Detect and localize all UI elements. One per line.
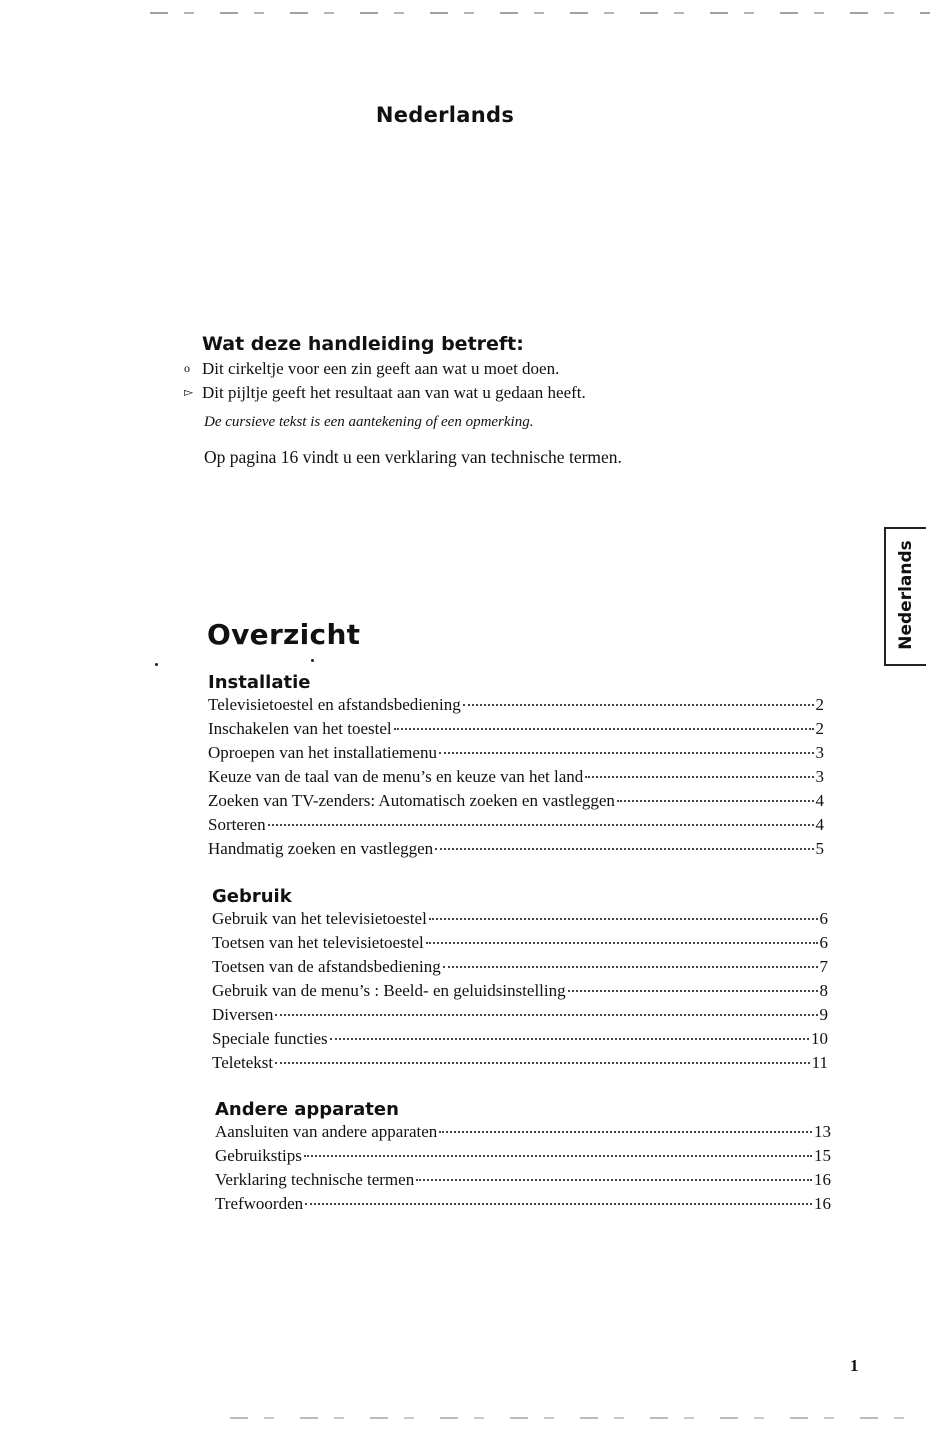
about-title: Wat deze handleiding betreft: xyxy=(202,333,524,355)
entry-text: Gebruik van het televisietoestel xyxy=(212,909,427,928)
entry-text: Verklaring technische termen xyxy=(215,1170,415,1189)
toc-title: Overzicht xyxy=(207,618,361,651)
entry-page: 16 xyxy=(814,1170,831,1189)
entry-text: Speciale functies xyxy=(212,1029,328,1048)
toc-entry[interactable] xyxy=(208,719,824,743)
toc-entry[interactable] xyxy=(215,1122,831,1146)
toc-entry[interactable] xyxy=(212,1029,828,1053)
entry-page: 7 xyxy=(819,957,828,976)
entry-page: 16 xyxy=(814,1194,831,1213)
toc-entry[interactable] xyxy=(208,695,824,719)
dot-leader xyxy=(617,800,814,802)
toc-entry[interactable] xyxy=(212,957,828,981)
scan-dot xyxy=(155,663,158,666)
toc-entry[interactable] xyxy=(208,839,824,863)
entry-text: Gebruik van de menu’s : Beeld- en geluidsinstelling xyxy=(212,981,566,1000)
dot-leader xyxy=(305,1203,812,1205)
entry-text: Keuze van de taal van de menu’s en keuze van het land xyxy=(208,767,584,786)
toc-section-installatie xyxy=(208,672,824,863)
dot-leader xyxy=(435,848,813,850)
dot-leader xyxy=(443,966,818,968)
entry-page: 13 xyxy=(814,1122,831,1141)
dot-leader xyxy=(429,918,818,920)
entry-page: 6 xyxy=(819,909,828,928)
entry-text: Handmatig zoeken en vastleggen xyxy=(208,839,434,858)
dot-leader xyxy=(585,776,813,778)
entry-page: 10 xyxy=(811,1029,828,1048)
page-reference: Op pagina 16 vindt u een verklaring van technische termen. xyxy=(204,447,622,467)
entry-page: 2 xyxy=(815,695,824,714)
toc-entry[interactable] xyxy=(208,767,824,791)
entry-text: Aansluiten van andere apparaten xyxy=(215,1122,438,1141)
entry-page: 4 xyxy=(815,791,824,810)
toc-entry[interactable] xyxy=(215,1146,831,1170)
entry-text: Toetsen van de afstandsbediening xyxy=(212,957,441,976)
scan-artifact-bottom xyxy=(230,1417,920,1419)
arrow-icon: ▻ xyxy=(184,385,194,399)
dot-leader xyxy=(394,728,814,730)
toc-entry[interactable] xyxy=(215,1170,831,1194)
about-line-text: Dit pijltje geeft het resultaat aan van wat u gedaan heeft. xyxy=(202,383,586,402)
toc-entry[interactable] xyxy=(208,815,824,839)
dot-leader xyxy=(463,704,814,706)
entry-text: Gebruikstips xyxy=(215,1146,302,1165)
section-heading: Gebruik xyxy=(212,886,292,907)
dot-leader xyxy=(330,1038,809,1040)
entry-page: 3 xyxy=(815,767,824,786)
entry-page: 4 xyxy=(815,815,824,834)
page-number: 1 xyxy=(850,1356,859,1375)
dot-leader xyxy=(304,1155,812,1157)
entry-page: 8 xyxy=(819,981,828,1000)
entry-page: 15 xyxy=(814,1146,831,1165)
entry-text: Trefwoorden xyxy=(215,1194,304,1213)
about-line-text: Dit cirkeltje voor een zin geeft aan wat u moet doen. xyxy=(202,359,560,378)
entry-text: Diversen xyxy=(212,1005,274,1024)
entry-text: Televisietoestel en afstandsbediening xyxy=(208,695,461,714)
about-line-arrow xyxy=(184,383,586,403)
entry-page: 3 xyxy=(815,743,824,762)
entry-page: 11 xyxy=(811,1053,828,1072)
toc-entry[interactable] xyxy=(208,743,824,767)
dot-leader xyxy=(568,990,818,992)
circle-icon: o xyxy=(184,361,190,375)
toc-entry[interactable] xyxy=(212,933,828,957)
about-line-circle xyxy=(184,359,559,379)
entry-text: Oproepen van het installatiemenu xyxy=(208,743,437,762)
toc-section-andere-apparaten xyxy=(215,1099,831,1218)
toc-section-gebruik xyxy=(212,886,828,1077)
toc-entry[interactable] xyxy=(208,791,824,815)
dot-leader xyxy=(426,942,818,944)
language-heading: Nederlands xyxy=(375,103,515,127)
entry-text: Inschakelen van het toestel xyxy=(208,719,392,738)
toc-entry[interactable] xyxy=(215,1194,831,1218)
dot-leader xyxy=(275,1062,810,1064)
scan-artifact-top xyxy=(150,12,930,14)
scan-dot xyxy=(311,659,314,662)
entry-page: 5 xyxy=(815,839,824,858)
side-language-tab xyxy=(884,527,926,666)
entry-page: 2 xyxy=(815,719,824,738)
dot-leader xyxy=(416,1179,812,1181)
side-tab-label: Nederlands xyxy=(896,540,916,650)
dot-leader xyxy=(439,752,814,754)
toc-entry[interactable] xyxy=(212,1005,828,1029)
dot-leader xyxy=(439,1131,812,1133)
italic-note: De cursieve tekst is een aantekening of een opmerking. xyxy=(204,414,534,430)
toc-entry[interactable] xyxy=(212,909,828,933)
entry-page: 9 xyxy=(819,1005,828,1024)
toc-entry[interactable] xyxy=(212,1053,828,1077)
dot-leader xyxy=(275,1014,817,1016)
section-heading: Installatie xyxy=(208,672,311,693)
toc-entry[interactable] xyxy=(212,981,828,1005)
section-heading: Andere apparaten xyxy=(215,1099,399,1120)
entry-text: Sorteren xyxy=(208,815,266,834)
entry-text: Zoeken van TV-zenders: Automatisch zoeken en vastleggen xyxy=(208,791,615,810)
entry-text: Teletekst xyxy=(212,1053,274,1072)
dot-leader xyxy=(268,824,814,826)
entry-text: Toetsen van het televisietoestel xyxy=(212,933,424,952)
entry-page: 6 xyxy=(819,933,828,952)
